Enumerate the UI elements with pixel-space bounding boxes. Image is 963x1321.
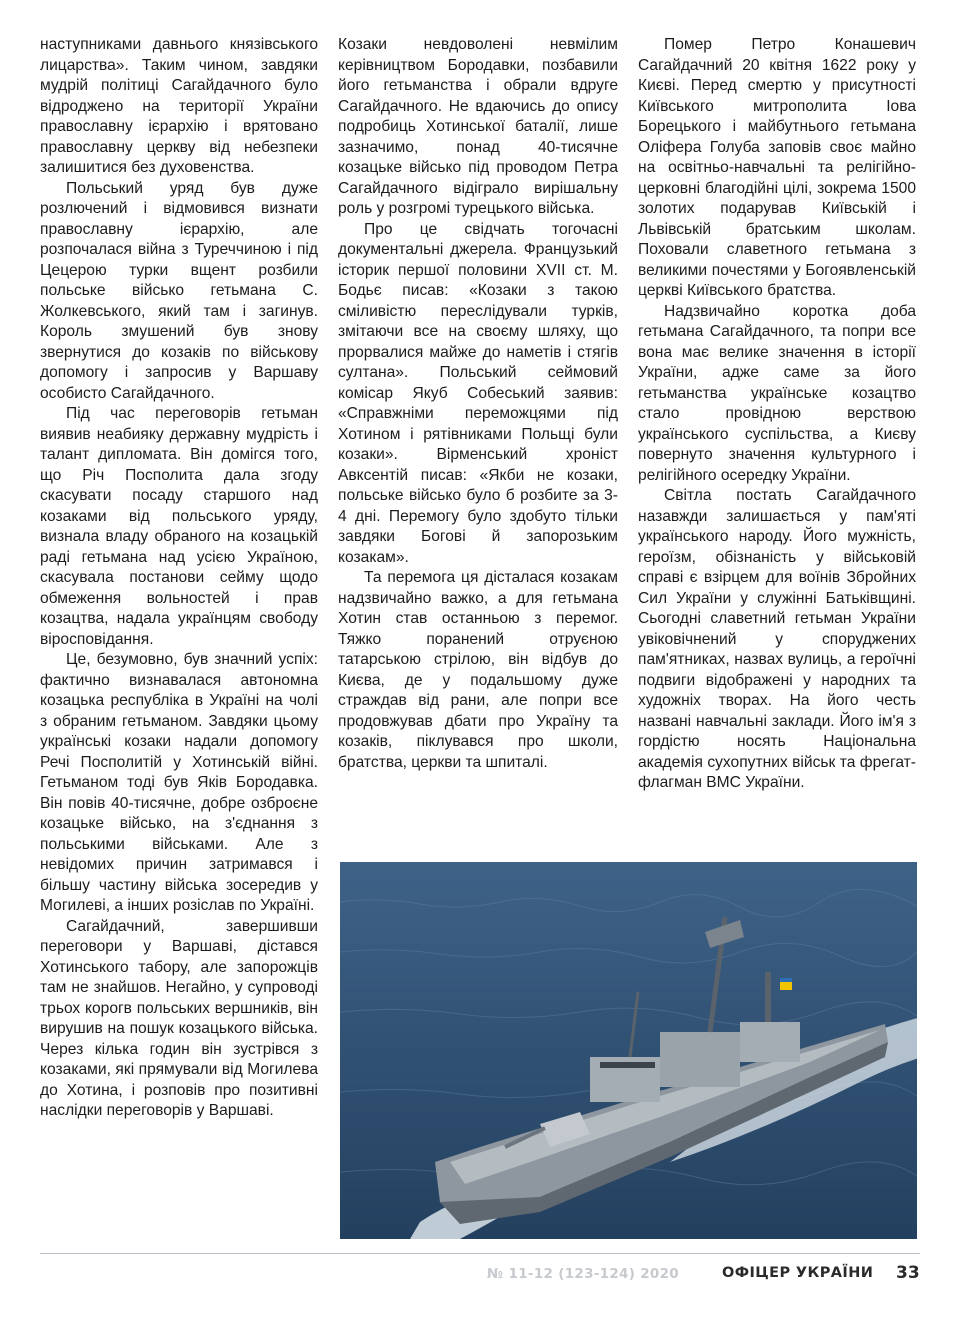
paragraph: Сагайдачний, завершивши переговори у Варшаві, дістався Хотинського табору, але запорожців там не знайшов. Негайно, у супроводі трьох корогв польських вершників, він вирушив на пошук козацького війська. Через кілька годин він зустрівся з козаками, які прямували від Могилева до Хотина, і розповів про позитивні наслідки переговорів у Варшаві. [40, 917, 318, 1119]
ship-flag [780, 982, 792, 990]
paragraph: Це, безумовно, був значний успіх: фактично визнавалася автономна козацька республіка в Україні на чолі з обраним гетьманом. Завдяки цьому українські козаки надали допомогу Речі Посполитій у Хотинській війні. Гетьманом тоді був Яків Бородавка. Він повів 40-тисячне, добре озброєне козацьке військо, на з'єднання з польськими військами. Але з невідомих причин затримався і більшу частину війська зосередив у Могилеві, а інших розіслав по Україні. [40, 651, 318, 914]
ship-photo [340, 862, 917, 1239]
paragraph: Світла постать Сагайдачного назавжди залишається у пам'яті українського народу. Його мужність, героїзм, обізнаність у військовій справі є взірцем для воїнів Збройних Сил України у служінні Батьківщині. Сьогодні славетний гетьман України увіковічнений у споруджених пам'ятниках, назвах вулиць, а героїчні подвиги відображені у народних та художніх творах. На його честь названі навчальні заклади. Його ім'я з гордістю носять Національна академія сухопутних військ та фрегат-флагман ВМС України. [638, 487, 916, 791]
frigate-illustration [340, 862, 917, 1239]
text-column-3 [638, 35, 916, 794]
paragraph: Та перемога ця дісталася козакам надзвичайно важко, а для гетьмана Хотин став останньою з перемог. Тяжко поранений отруєною татарською стрілою, він відбув до Києва, де у подальшому дуже страждав від рани, але попри все продовжував дбати про Україну та козаків, піклувався про школи, братства, церкви та шпиталі. [338, 569, 618, 771]
aft-mast [765, 972, 771, 1022]
superstructure-mid [660, 1032, 740, 1087]
text-column-2 [338, 35, 618, 773]
footer-divider [40, 1253, 920, 1254]
paragraph: Польський уряд був дуже розлючений і відмовився визнати православну ієрархію, але розпочалася війна з Туреччиною і під Цецерою турки вщент розбили польське військо гетьмана С. Жолкевського, який там і загинув. Король змушений був знову звернутися до козаків по військову допомогу і запросив у Варшаву особисто Сагайдачного. [40, 179, 318, 402]
paragraph: Під час переговорів гетьман виявив неабияку державну мудрість і талант дипломата. Він домігся того, що Річ Посполита дала згоду скасувати посаду старшого над козаками від польського уряду, визнала владу обраного на козацькій раді гетьмана над усією Україною, скасувала постанови сейму щодо обмеження вольностей і прав козацтва, надала українцям свободу віросповідання. [40, 405, 318, 648]
page-number: 33 [896, 1263, 920, 1283]
paragraph: Козаки невдоволені невмілим керівництвом Бородавки, позбавили його гетьманства і обрали вдруге Сагайдачного. Не вдаючись до опису подробиць Хотинської баталії, лише зазначимо, понад 40-тисячне козацьке військо під проводом Петра Сагайдачного відіграло вирішальну роль у розгромі турецького війська. [338, 36, 618, 217]
magazine-title: ОФІЦЕР УКРАЇНИ [722, 1265, 874, 1281]
paragraph: Надзвичайно коротка доба гетьмана Сагайдачного, та попри все вона має велике значення в історії України, адже саме за його гетьманства українське козацтво стало провідною верствою українського суспільства, а Києву повернуто значення культурного і релігійного осередку України. [638, 302, 916, 484]
paragraph: наступниками давнього князівського лицарства». Таким чином, завдяки мудрій політиці Сагайдачного було відроджено на території України православну ієрархію і врятовано православну церкву від небезпеки залишитися без духовенства. [40, 36, 318, 176]
paragraph: Помер Петро Конашевич Сагайдачний 20 квітня 1622 року у Києві. Перед смертю у присутності Київського митрополита Іова Борецького і майбутнього гетьмана Оліфера Голуба заповів своє майно на освітньо-навчальні та релігійно-церковні благодійні цілі, зокрема 1500 золотих подарував Київській і Львівській братським школам. Поховали славетного гетьмана з великими почестями у Богоявленській церкві Київського братства. [638, 36, 916, 299]
bridge-windows [600, 1062, 655, 1068]
issue-number: № 11-12 (123-124) 2020 [487, 1266, 679, 1282]
text-column-1 [40, 35, 318, 1122]
superstructure-aft [740, 1022, 800, 1062]
paragraph: Про це свідчать тогочасні документальні джерела. Французький історик першої половини XVII ст. М. Бодьє писав: «Козаки з такою сміливістю переслідували турків, змітаючи все на своєму шляху, що прорвалися майже до наметів і стягів султана». Польський сеймовий комісар Якуб Собеський заявив: «Справжніми переможцями під Хотином і рятівниками Польщі були козаки». Вірменський хроніст Авксентій писав: «Якби не козаки, польське військо було б розбите за 3-4 дні. Перемогу було здобуто тільки завдяки Богові й запорозьким козакам». [338, 220, 618, 566]
